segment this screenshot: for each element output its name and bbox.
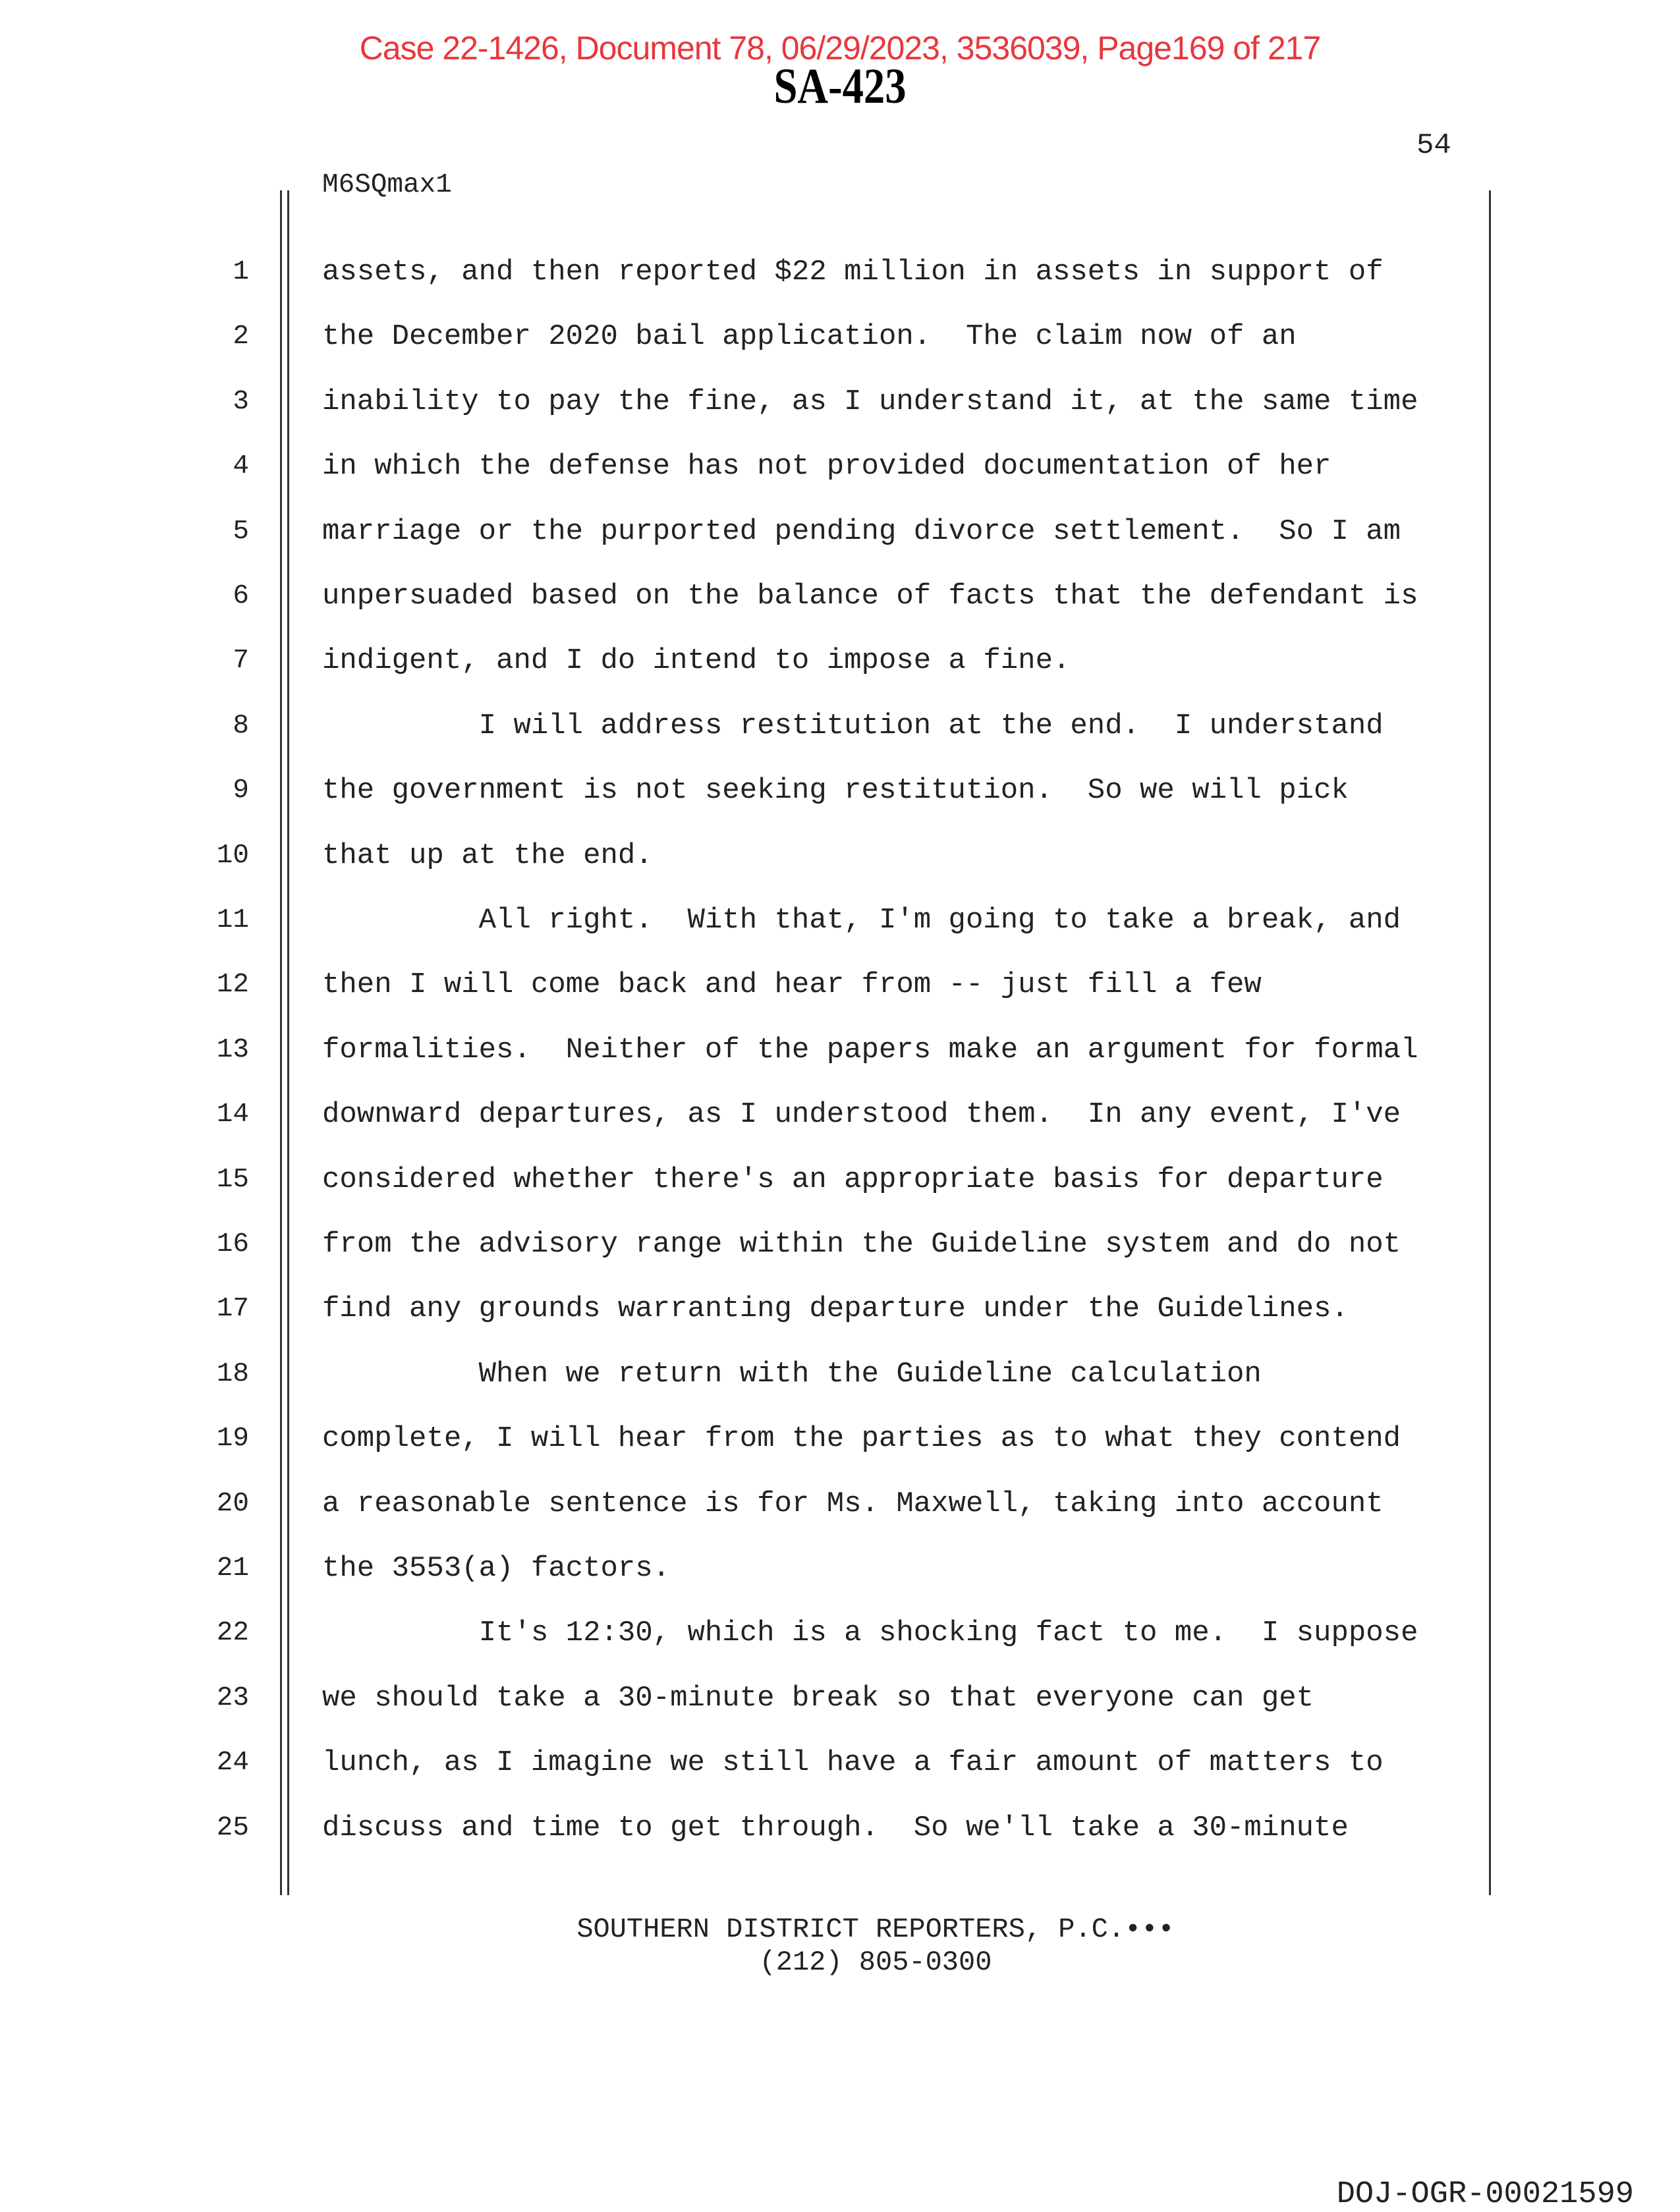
line-number: 7 [233, 646, 249, 677]
page-number: 54 [1416, 129, 1451, 162]
line-number: 18 [216, 1358, 249, 1389]
line-number: 22 [216, 1618, 249, 1649]
line-number: 3 [233, 386, 249, 417]
bates-number: DOJ-OGR-00021599 [1336, 2177, 1634, 2212]
transcript-line: considered whether there's an appropriate basis for departure [322, 1163, 1384, 1196]
line-number: 13 [216, 1034, 249, 1065]
line-number: 12 [216, 970, 249, 1001]
transcript-line: the government is not seeking restitution. So we will pick [322, 774, 1349, 808]
transcript-line: inability to pay the fine, as I understand it, at the same time [322, 385, 1418, 418]
line-number: 23 [216, 1682, 249, 1713]
exhibit-label: SA-423 [773, 59, 907, 114]
transcript-line: the December 2020 bail application. The claim now of an [322, 320, 1297, 354]
transcript-line: we should take a 30-minute break so that everyone can get [322, 1681, 1314, 1715]
transcript-line: complete, I will hear from the parties as to what they contend [322, 1422, 1401, 1456]
transcript-line: marriage or the purported pending divorce settlement. So I am [322, 514, 1401, 548]
transcript-line: from the advisory range within the Guideline system and do not [322, 1228, 1401, 1261]
line-number: 9 [233, 775, 249, 806]
left-margin-line-outer [280, 190, 282, 1895]
line-number: 17 [216, 1294, 249, 1325]
transcript-line: downward departures, as I understood them. In any event, I've [322, 1098, 1401, 1132]
transcript-line: in which the defense has not provided documentation of her [322, 450, 1331, 484]
line-number: 4 [233, 451, 249, 482]
header-code: M6SQmax1 [322, 170, 452, 200]
transcript-line: I will address restitution at the end. I understand [322, 709, 1384, 742]
transcript-line: a reasonable sentence is for Ms. Maxwell, taking into account [322, 1487, 1384, 1520]
transcript-line: find any grounds warranting departure under the Guidelines. [322, 1292, 1349, 1326]
transcript-line: formalities. Neither of the papers make an argument for formal [322, 1033, 1418, 1066]
transcript-line: then I will come back and hear from -- just fill a few [322, 968, 1262, 1002]
case-stamp: Case 22-1426, Document 78, 06/29/2023, 3536039, Page169 of 217 [359, 30, 1321, 67]
line-number: 11 [216, 905, 249, 935]
reporter-name: SOUTHERN DISTRICT REPORTERS, P.C.••• [576, 1914, 1175, 1945]
line-number: 5 [233, 516, 249, 547]
transcript-line: It's 12:30, which is a shocking fact to me. I suppose [322, 1617, 1418, 1650]
line-number: 24 [216, 1748, 249, 1779]
right-margin-line [1489, 190, 1491, 1895]
transcript-line: lunch, as I imagine we still have a fair amount of matters to [322, 1746, 1384, 1780]
line-number: 15 [216, 1164, 249, 1195]
line-number: 8 [233, 710, 249, 741]
transcript-line: the 3553(a) factors. [322, 1552, 671, 1585]
transcript-line: When we return with the Guideline calculation [322, 1357, 1262, 1391]
transcript-line: assets, and then reported $22 million in assets in support of [322, 256, 1384, 289]
line-number: 16 [216, 1229, 249, 1259]
transcript-line: indigent, and I do intend to impose a fine. [322, 644, 1071, 678]
transcript-line: discuss and time to get through. So we'll take a 30-minute [322, 1811, 1349, 1844]
left-margin-line-inner [287, 190, 289, 1895]
line-number: 25 [216, 1812, 249, 1843]
line-number: 10 [216, 840, 249, 871]
transcript-line: unpersuaded based on the balance of facts that the defendant is [322, 580, 1418, 613]
transcript-line: that up at the end. [322, 839, 653, 872]
line-number: 1 [233, 257, 249, 287]
line-number: 14 [216, 1099, 249, 1130]
line-number: 21 [216, 1553, 249, 1584]
line-number: 19 [216, 1424, 249, 1454]
reporter-phone: (212) 805-0300 [759, 1947, 992, 1978]
line-number: 20 [216, 1488, 249, 1519]
line-number: 2 [233, 321, 249, 352]
transcript-line: All right. With that, I'm going to take a break, and [322, 904, 1401, 937]
line-number: 6 [233, 581, 249, 611]
